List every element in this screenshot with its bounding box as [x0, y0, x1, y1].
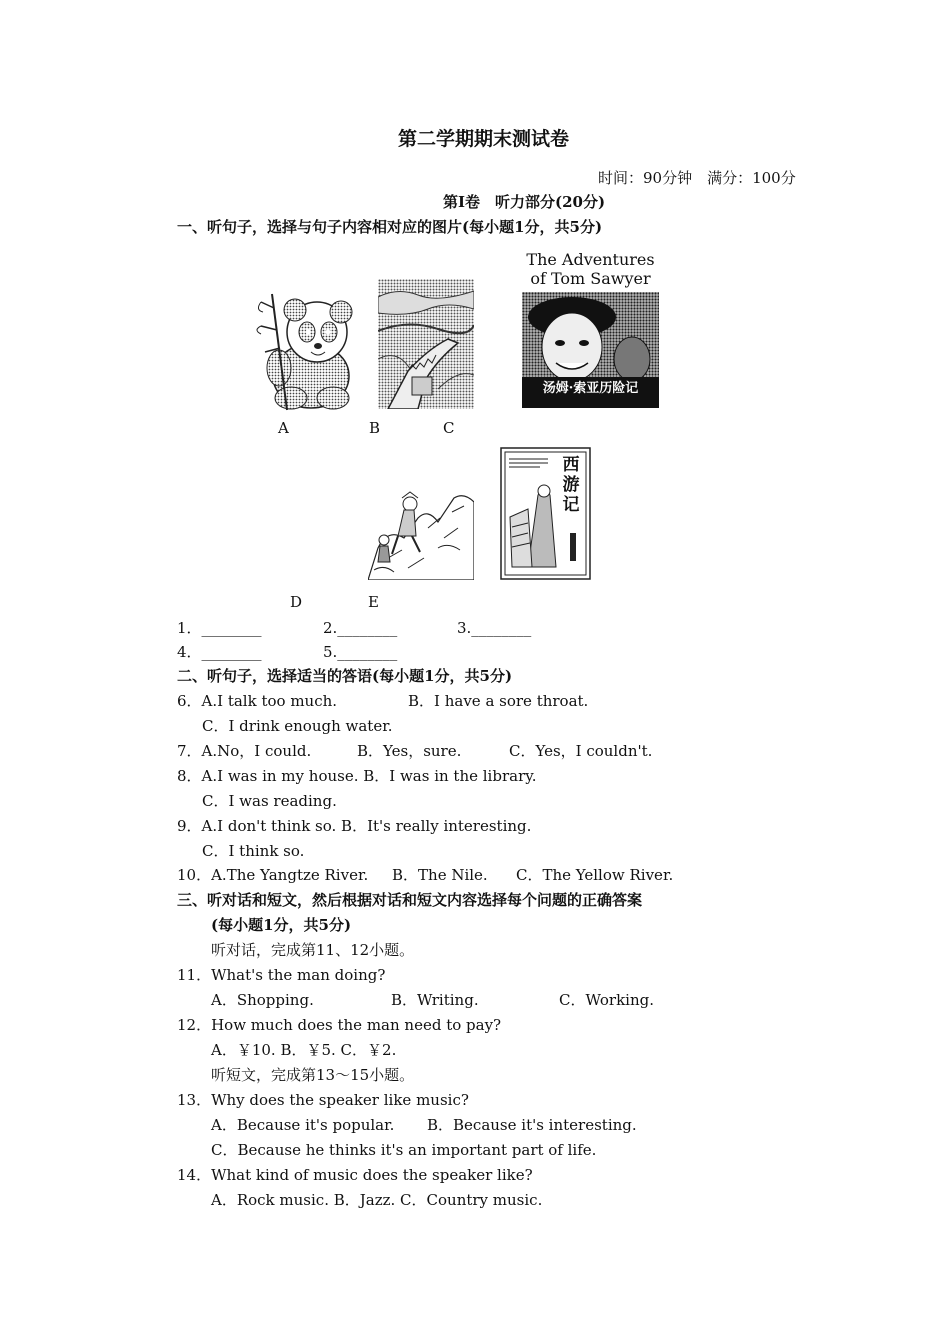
q14-question: 14．What kind of music does the speaker like?: [177, 1166, 533, 1184]
section1-heading: 一、听句子，选择与句子内容相对应的图片(每小题1分，共5分): [177, 218, 603, 236]
answer-blank-2[interactable]: 2.________: [323, 619, 398, 637]
book-title-line2: of Tom Sawyer: [530, 269, 651, 288]
passage-intro: 听短文，完成第13～15小题。: [211, 1066, 415, 1084]
q7-option-a: 7．A.No，I could.: [177, 742, 312, 760]
q9-options-ab: 9．A.I don't think so. B．It's really interesting.: [177, 817, 532, 835]
q12-options: A．￥10. B．￥5. C．￥2.: [211, 1041, 397, 1059]
panda-picture: [247, 290, 365, 412]
q7-option-b: B．Yes，sure.: [357, 742, 462, 760]
q12-question: 12．How much does the man need to pay?: [177, 1016, 502, 1034]
q13-option-b: B．Because it's interesting.: [427, 1116, 637, 1134]
great-wall-picture: [378, 279, 474, 409]
q8-options-ab: 8．A.I was in my house. B．I was in the library.: [177, 767, 537, 785]
book-chinese-title: 汤姆·索亚历险记: [542, 381, 639, 396]
q11-option-b: B．Writing.: [391, 991, 479, 1009]
picture-label-c: C: [443, 419, 455, 437]
xiyouji-title: 西游记: [562, 455, 580, 515]
q14-options: A．Rock music. B．Jazz. C．Country music.: [211, 1191, 543, 1209]
q11-option-a: A．Shopping.: [211, 991, 314, 1009]
q8-option-c: C．I was reading.: [202, 792, 337, 810]
section3-heading-score: (每小题1分，共5分): [211, 916, 352, 934]
q10-option-a: 10．A.The Yangtze River.: [177, 866, 369, 884]
dialog-intro: 听对话，完成第11、12小题。: [211, 941, 415, 959]
section2-heading: 二、听句子，选择适当的答语(每小题1分，共5分): [177, 667, 513, 685]
q6-option-c: C．I drink enough water.: [202, 717, 393, 735]
page-title: 第二学期期末测试卷: [398, 128, 570, 150]
answer-blank-5[interactable]: 5.________: [323, 643, 398, 661]
q13-option-c: C．Because he thinks it's an important part of life.: [211, 1141, 597, 1159]
q11-option-c: C．Working.: [559, 991, 654, 1009]
journey-to-the-west-book-picture: [500, 447, 591, 580]
picture-label-e: E: [368, 593, 379, 611]
q10-option-c: C．The Yellow River.: [516, 866, 674, 884]
answer-blank-3[interactable]: 3.________: [457, 619, 532, 637]
q6-option-a: 6．A.I talk too much.: [177, 692, 338, 710]
answer-blank-4[interactable]: 4．________: [177, 643, 262, 661]
part-heading: 第Ⅰ卷 听力部分(20分): [443, 193, 606, 211]
section3-heading: 三、听对话和短文，然后根据对话和短文内容选择每个问题的正确答案: [177, 891, 643, 909]
q9-option-c: C．I think so.: [202, 842, 305, 860]
q10-option-b: B．The Nile.: [392, 866, 488, 884]
exam-meta: 时间：90分钟 满分：100分: [598, 169, 796, 187]
picture-label-b: B: [369, 419, 381, 437]
q7-option-c: C．Yes，I couldn't.: [509, 742, 653, 760]
q13-question: 13．Why does the speaker like music?: [177, 1091, 469, 1109]
picture-label-d: D: [290, 593, 303, 611]
q11-question: 11．What's the man doing?: [177, 966, 386, 984]
q6-option-b: B．I have a sore throat.: [408, 692, 589, 710]
mountain-climbing-picture: [368, 488, 474, 580]
q13-option-a: A．Because it's popular.: [211, 1116, 395, 1134]
tom-sawyer-cover-picture: [522, 247, 659, 408]
book-title-line1: The Adventures: [526, 250, 655, 269]
picture-label-a: A: [278, 419, 289, 437]
answer-blank-1[interactable]: 1．________: [177, 619, 262, 637]
